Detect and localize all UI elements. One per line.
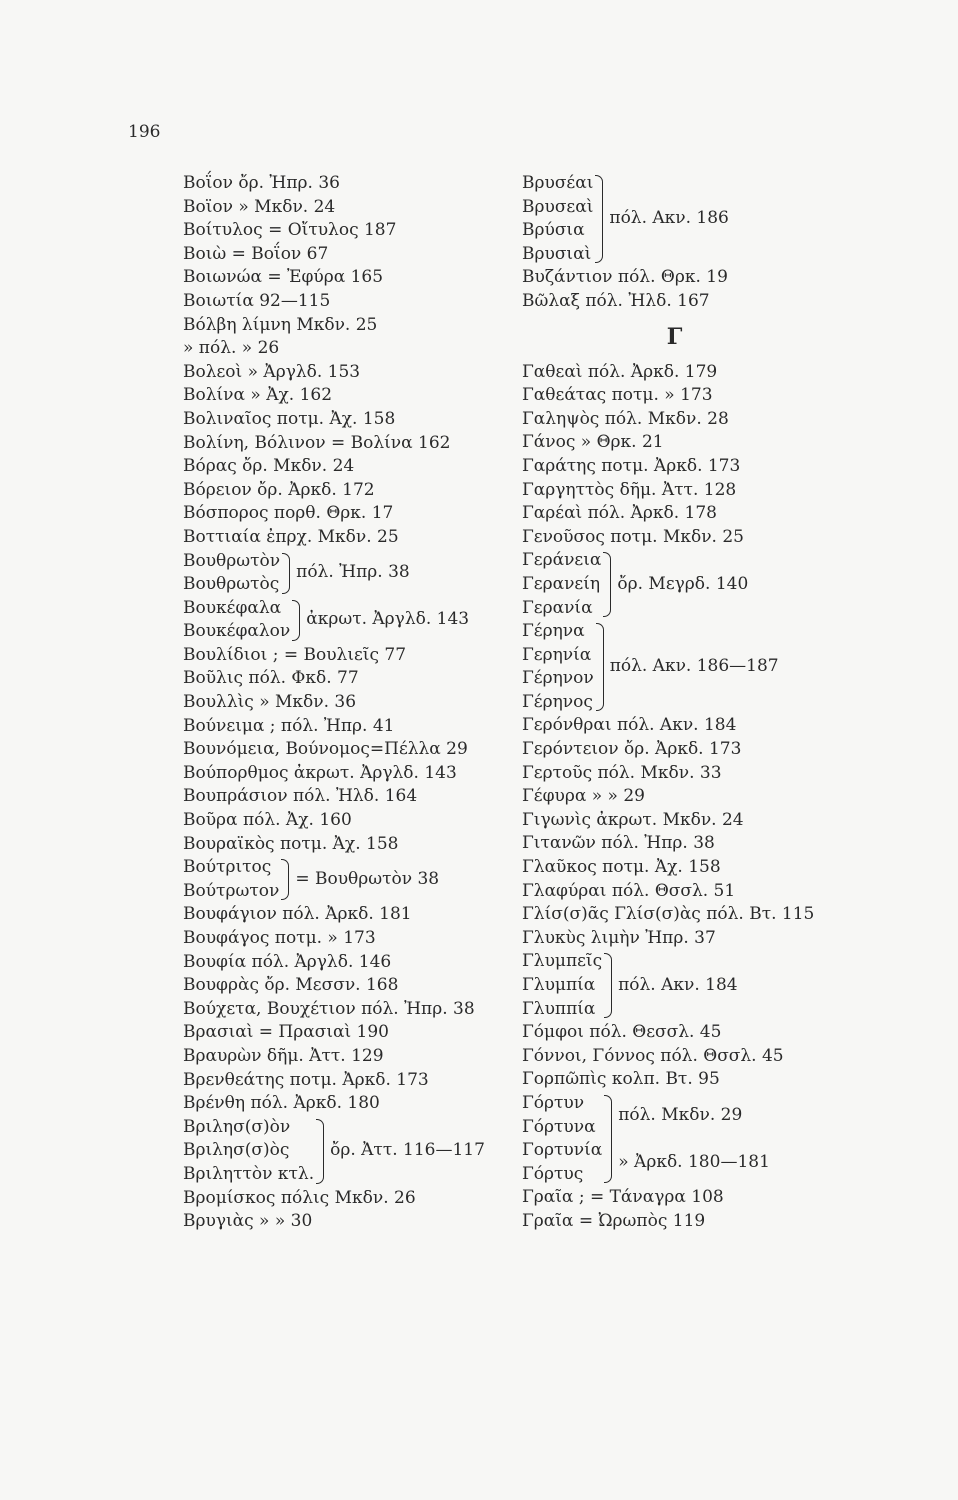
- index-entry: Γέφυρα » » 29: [522, 786, 645, 807]
- index-entry: Βουλίδιοι ; = Βουλιεῖς 77: [183, 644, 407, 665]
- group-names: [522, 172, 593, 266]
- index-entry: Βόρας ὄρ. Μκδν. 24: [183, 456, 355, 477]
- group-names: [522, 1092, 602, 1186]
- index-entry: Γλαφύραι πόλ. Θσσλ. 51: [522, 880, 736, 901]
- right-column: [522, 172, 867, 1234]
- group-name: Γερανία: [522, 597, 593, 618]
- index-entry: Βουφάγιον πόλ. Ἀρκδ. 181: [183, 904, 412, 925]
- index-entry: Γαργηττὸς δῆμ. Ἀττ. 128: [522, 479, 737, 500]
- index-entry: Γόμφοι πόλ. Θεσσλ. 45: [522, 1022, 722, 1043]
- group-name: Γέρηνος: [522, 691, 593, 712]
- index-entry: Γαληψὸς πόλ. Μκδν. 28: [522, 408, 729, 429]
- section-letter: Γ: [666, 323, 683, 350]
- index-entry: Βοῦρα πόλ. Ἀχ. 160: [183, 810, 352, 831]
- index-entry-group: [522, 172, 867, 266]
- group-notes: [618, 1092, 770, 1186]
- index-entry: Γερόνθραι πόλ. Ακν. 184: [522, 715, 737, 736]
- group-note: ἀκρωτ. Ἀργλδ. 143: [306, 609, 470, 630]
- index-entry: Βραυρὼν δῆμ. Ἀττ. 129: [183, 1045, 384, 1066]
- index-entry: Βόλβη λίμνη Μκδν. 25: [183, 314, 378, 335]
- index-entry: Γενοῦσος ποτμ. Μκδν. 25: [522, 526, 744, 547]
- index-entry: Βούχετα, Βουχέτιον πόλ. Ἠπρ. 38: [183, 998, 475, 1019]
- group-name: Βρυσεαὶ: [522, 196, 594, 217]
- index-entry: Γάνος » Θρκ. 21: [522, 432, 664, 453]
- group-name: Βουθρωτὸν: [183, 550, 281, 571]
- index-entry-group: [183, 856, 523, 903]
- page-number: 196: [128, 122, 161, 142]
- index-entry: Γλυκὺς λιμὴν Ἠπρ. 37: [522, 927, 716, 948]
- index-entry: Γραῖα ; = Τάναγρα 108: [522, 1187, 724, 1208]
- index-entry: Βοίτυλος = Οἴτυλος 187: [183, 220, 397, 241]
- index-entry: Βῶλαξ πόλ. Ἠλδ. 167: [522, 290, 710, 311]
- index-entry: Γορπῶπὶς κολπ. Βτ. 95: [522, 1069, 720, 1090]
- group-name: Γόρτυν: [522, 1092, 585, 1113]
- index-entry: » πόλ. » 26: [183, 338, 280, 359]
- group-names: [522, 950, 602, 1021]
- group-name: Γόρτυνα: [522, 1116, 596, 1137]
- index-entry: Βολίνα » Ἀχ. 162: [183, 385, 333, 406]
- group-name: Βούτρωτον: [183, 880, 280, 901]
- group-name: Βρυσέαι: [522, 173, 594, 193]
- index-entry: Βρασιαὶ = Πρασιαὶ 190: [183, 1022, 390, 1043]
- group-note: ὄρ. Ἀττ. 116—117: [330, 1140, 485, 1161]
- brace: [282, 553, 290, 594]
- index-entry: Βοΐον ὄρ. Ἠπρ. 36: [183, 173, 340, 193]
- group-note: πόλ. Μκδν. 29: [618, 1104, 743, 1125]
- index-entry: Βόσπορος πορθ. Θρκ. 17: [183, 503, 394, 524]
- group-note: = Βουθρωτὸν 38: [295, 869, 440, 890]
- group-names: [522, 549, 601, 620]
- index-entry: Γιτανῶν πόλ. Ἠπρ. 38: [522, 833, 715, 854]
- index-entry: Βούπορθμος ἀκρωτ. Ἀργλδ. 143: [183, 762, 457, 783]
- group-name: Γέρηνα: [522, 621, 585, 642]
- index-entry: Βοιωτία 92—115: [183, 290, 331, 311]
- index-entry: Βολεοὶ » Ἀργλδ. 153: [183, 361, 361, 382]
- group-name: Βρυσιαὶ: [522, 243, 592, 264]
- group-name: Βριλησ(σ)ὸς: [183, 1140, 290, 1161]
- group-note: πόλ. Ακν. 186: [609, 208, 729, 229]
- group-name: Γορτυνία: [522, 1140, 603, 1161]
- brace: [281, 859, 289, 900]
- index-entry: Βόρειον ὄρ. Ἀρκδ. 172: [183, 479, 375, 500]
- brace: [604, 1095, 612, 1183]
- index-entry-group: [183, 597, 523, 644]
- group-note: πόλ. Ακν. 186—187: [609, 656, 779, 677]
- index-entry: Βρομίσκος πόλις Μκδν. 26: [183, 1187, 416, 1208]
- index-entry: Βολιναῖος ποτμ. Ἀχ. 158: [183, 408, 396, 429]
- group-name: Γλυμπία: [522, 975, 596, 995]
- index-entry: Βουλλὶς » Μκδν. 36: [183, 692, 357, 713]
- group-name: Γεράνεια: [522, 550, 602, 571]
- index-entry: Γαρέαὶ πόλ. Ἀρκδ. 178: [522, 503, 718, 524]
- group-name: Βουκέφαλα: [183, 597, 282, 618]
- index-entry: Βοιὼ = Βοΐον 67: [183, 243, 329, 264]
- index-entry: Γιγωνὶς ἀκρωτ. Μκδν. 24: [522, 809, 744, 830]
- group-note: ὄρ. Μεγρδ. 140: [617, 573, 749, 594]
- group-note: » Ἀρκδ. 180—181: [618, 1151, 770, 1172]
- group-names: [522, 620, 594, 714]
- group-name: Βριλησ(σ)ὸν: [183, 1116, 291, 1137]
- group-note: πόλ. Ακν. 184: [618, 975, 738, 995]
- index-entry: Βοϊον » Μκδν. 24: [183, 196, 336, 217]
- index-entry: Βουραϊκὸς ποτμ. Ἀχ. 158: [183, 833, 399, 854]
- index-entry: Βοιωνώα = Ἐφύρα 165: [183, 267, 384, 288]
- group-name: Γερανείη: [522, 573, 601, 594]
- group-names: [183, 550, 280, 597]
- index-entry: Βουφρὰς ὄρ. Μεσσν. 168: [183, 975, 399, 996]
- brace: [316, 1119, 324, 1184]
- index-entry-group: [183, 550, 523, 597]
- group-name: Γλυππία: [522, 998, 596, 1019]
- brace: [604, 953, 612, 1018]
- group-name: Βουθρωτὸς: [183, 574, 280, 595]
- group-note: πόλ. Ἠπρ. 38: [296, 562, 410, 583]
- group-name: Βρύσια: [522, 220, 585, 241]
- index-entry: Βουνόμεια, Βούνομος=Πέλλα 29: [183, 739, 468, 760]
- index-entry: Γαράτης ποτμ. Ἀρκδ. 173: [522, 455, 741, 476]
- index-entry: Βρενθεάτης ποτμ. Ἀρκδ. 173: [183, 1069, 429, 1090]
- index-entry: Βολίνη, Βόλινον = Βολίνα 162: [183, 432, 451, 453]
- group-names: [183, 856, 279, 903]
- index-entry-group: [522, 950, 867, 1021]
- brace: [596, 623, 604, 711]
- index-entry: Βυζάντιον πόλ. Θρκ. 19: [522, 267, 728, 288]
- index-entry: Βοττιαία ἐπρχ. Μκδν. 25: [183, 526, 399, 547]
- index-entry: Γόννοι, Γόννος πόλ. Θσσλ. 45: [522, 1045, 784, 1066]
- index-entry: Γαθεαὶ πόλ. Ἀρκδ. 179: [522, 361, 718, 382]
- group-name: Γέρηνον: [522, 668, 594, 689]
- index-entry: Γερτοῦς πόλ. Μκδν. 33: [522, 762, 722, 783]
- brace: [595, 175, 603, 263]
- index-entry-group: [183, 1116, 523, 1187]
- group-name: Γόρτυς: [522, 1163, 584, 1184]
- index-entry: Γερόντειον ὄρ. Ἀρκδ. 173: [522, 739, 742, 760]
- index-entry: Γλίσ(σ)ᾶς Γλίσ(σ)ὰς πόλ. Βτ. 115: [522, 904, 815, 925]
- index-entry: Βρένθη πόλ. Ἀρκδ. 180: [183, 1093, 380, 1114]
- index-entry: Βουφία πόλ. Ἀργλδ. 146: [183, 951, 392, 972]
- group-name: Γερηνία: [522, 644, 592, 665]
- index-entry: Γλαῦκος ποτμ. Ἀχ. 158: [522, 857, 721, 878]
- index-entry-group: [522, 549, 867, 620]
- index-entry: Βουπράσιον πόλ. Ἠλδ. 164: [183, 786, 418, 807]
- left-column: [183, 172, 523, 1234]
- index-entry-group: [522, 1092, 867, 1186]
- group-name: Βριληττὸν κτλ.: [183, 1163, 315, 1184]
- group-name: Γλυμπεῖς: [522, 951, 603, 972]
- brace: [292, 600, 300, 641]
- index-entry: Βουφάγος ποτμ. » 173: [183, 928, 376, 948]
- group-name: Βουκέφαλον: [183, 621, 291, 642]
- index-entry: Βούνειμα ; πόλ. Ἠπρ. 41: [183, 715, 395, 736]
- index-entry: Γαθεάτας ποτμ. » 173: [522, 385, 713, 406]
- index-entry: Γραῖα = Ὠρωπὸς 119: [522, 1210, 706, 1231]
- index-entry: Βρυγιὰς » » 30: [183, 1211, 313, 1232]
- index-entry: Βοῦλις πόλ. Φκδ. 77: [183, 668, 359, 689]
- group-names: [183, 1116, 314, 1187]
- index-entry-group: [522, 620, 867, 714]
- group-name: Βούτριτος: [183, 857, 272, 878]
- brace: [603, 552, 611, 617]
- group-names: [183, 597, 290, 644]
